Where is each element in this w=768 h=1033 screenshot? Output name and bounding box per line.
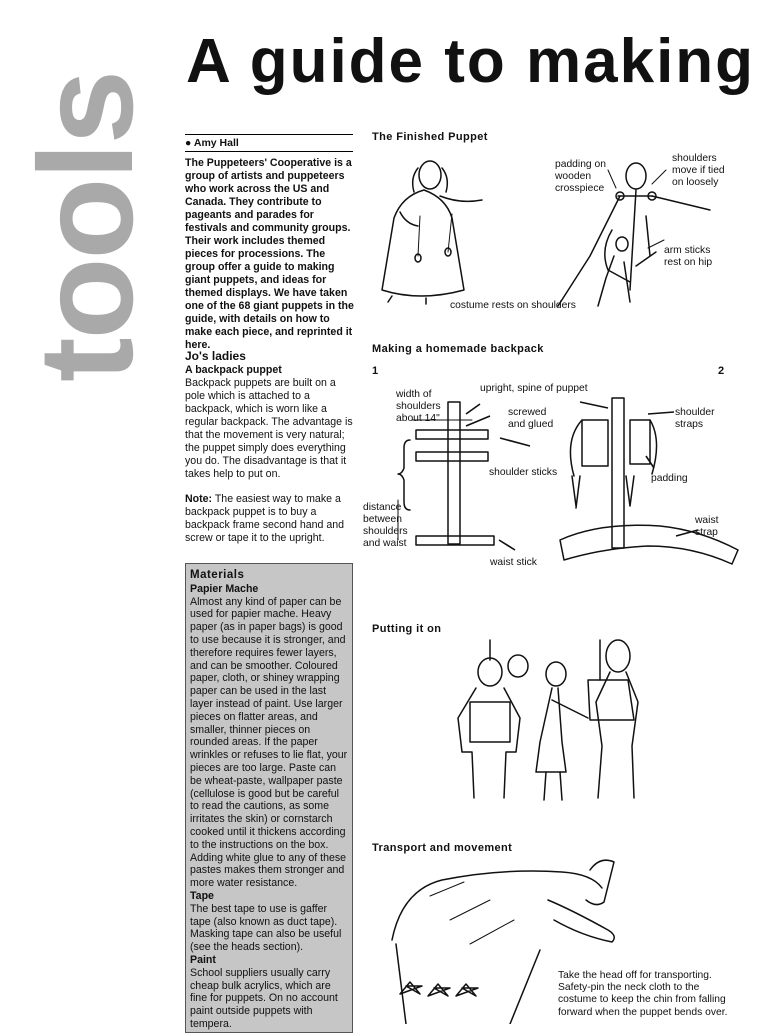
label-width-shoulders: width of shoulders about 14"	[396, 389, 441, 424]
papier-mache-title: Papier Mache	[190, 582, 259, 595]
label-arm-sticks: arm sticks rest on hip	[664, 245, 713, 268]
paint-title: Paint	[190, 953, 216, 966]
page-title: A guide to making	[186, 27, 756, 96]
jo-heading: Jo's ladies	[185, 349, 246, 363]
materials-heading: Materials	[190, 569, 245, 581]
section-finished-puppet: The Finished Puppet	[372, 131, 488, 143]
label-upright: upright, spine of puppet	[480, 383, 588, 394]
finished-puppet-illustration	[382, 161, 482, 304]
section-transport: Transport and movement	[372, 842, 513, 854]
transport-caption: Take the head off for transporting. Safety-pin the neck cloth to the costume to keep the chin from falling forward when the puppet bends over.	[558, 970, 728, 1018]
label-shoulders-move: shoulders move if tied on loosely	[672, 153, 725, 188]
figure-number-1: 1	[372, 365, 379, 377]
jo-body: Backpack puppets are built on a pole which is attached to a backpack, which is worn like a regular backpack. The advantage is that the movement is very natural; the puppet simply does everything you do. The disadvantage is that it takes help to put on.	[185, 377, 353, 480]
tape-title: Tape	[190, 889, 214, 902]
author-byline: ● Amy Hall	[185, 134, 353, 152]
label-costume: costume rests on shoulders	[450, 300, 576, 311]
label-waist-stick: waist stick	[490, 557, 537, 568]
author-name: Amy Hall	[193, 137, 239, 149]
label-distance: distance between shoulders and waist	[363, 502, 408, 549]
label-padding: padding	[651, 473, 688, 484]
label-shoulder-straps: shoulder straps	[675, 407, 715, 430]
section-putting-on: Putting it on	[372, 623, 442, 635]
label-waist-strap: waist strap	[695, 515, 719, 538]
label-shoulder-sticks: shoulder sticks	[489, 467, 558, 478]
putting-on-illustration	[458, 640, 638, 800]
note-text: The easiest way to make a backpack puppet is to buy a backpack frame second hand and screw or tape it to the upright.	[185, 493, 345, 544]
note-label: Note:	[185, 493, 213, 505]
tape-text: The best tape to use is gaffer tape (also known as duct tape). Masking tape can also be useful (see the heads section).	[190, 902, 342, 954]
label-padding-crosspiece: padding on wooden crosspiece	[555, 159, 606, 194]
label-screwed-glued: screwed and glued	[508, 407, 554, 430]
paint-text: School suppliers usually carry cheap bulk acrylics, which are fine for puppets. On no account paint outside puppets with tempera.	[190, 966, 338, 1030]
papier-mache-text: Almost any kind of paper can be used for papier mache. Heavy paper (as in paper bags) is good to use because it is stronger, and therefore requires fewer layers, and can be smoother. Coloured paper, cloth, or shiney wrapping paper can be used in the last layer instead of paint. Use larger pieces on flatter areas, and smaller, thinner pieces on rounded areas. If the paper wrinkles or refuses to lie flat, your pieces are too large. Paste can be wheat-paste, wallpaper paste (cellulose is good but be careful to read the cautions, as some irritates the skin) or cornstarch cooked until it thickens according to the instructions on the box. Adding white glue to any of these pastes makes them stronger and more water resistance.	[190, 595, 348, 890]
figure-number-2: 2	[718, 365, 725, 377]
jo-subheading: A backpack puppet	[185, 364, 282, 376]
section-backpack: Making a homemade backpack	[372, 343, 544, 355]
intro-paragraph: The Puppeteers' Cooperative is a group of artists and puppeteers who work across the US and Canada. They contribute to pageants and parades for festivals and community groups. Their work includes themed pieces for processions. The group offer a guide to making giant puppets, and ideas for themed displays. We have taken one of the 68 giant puppets in the guide, with details on how to make each piece, and reprinted it here.	[185, 157, 354, 351]
